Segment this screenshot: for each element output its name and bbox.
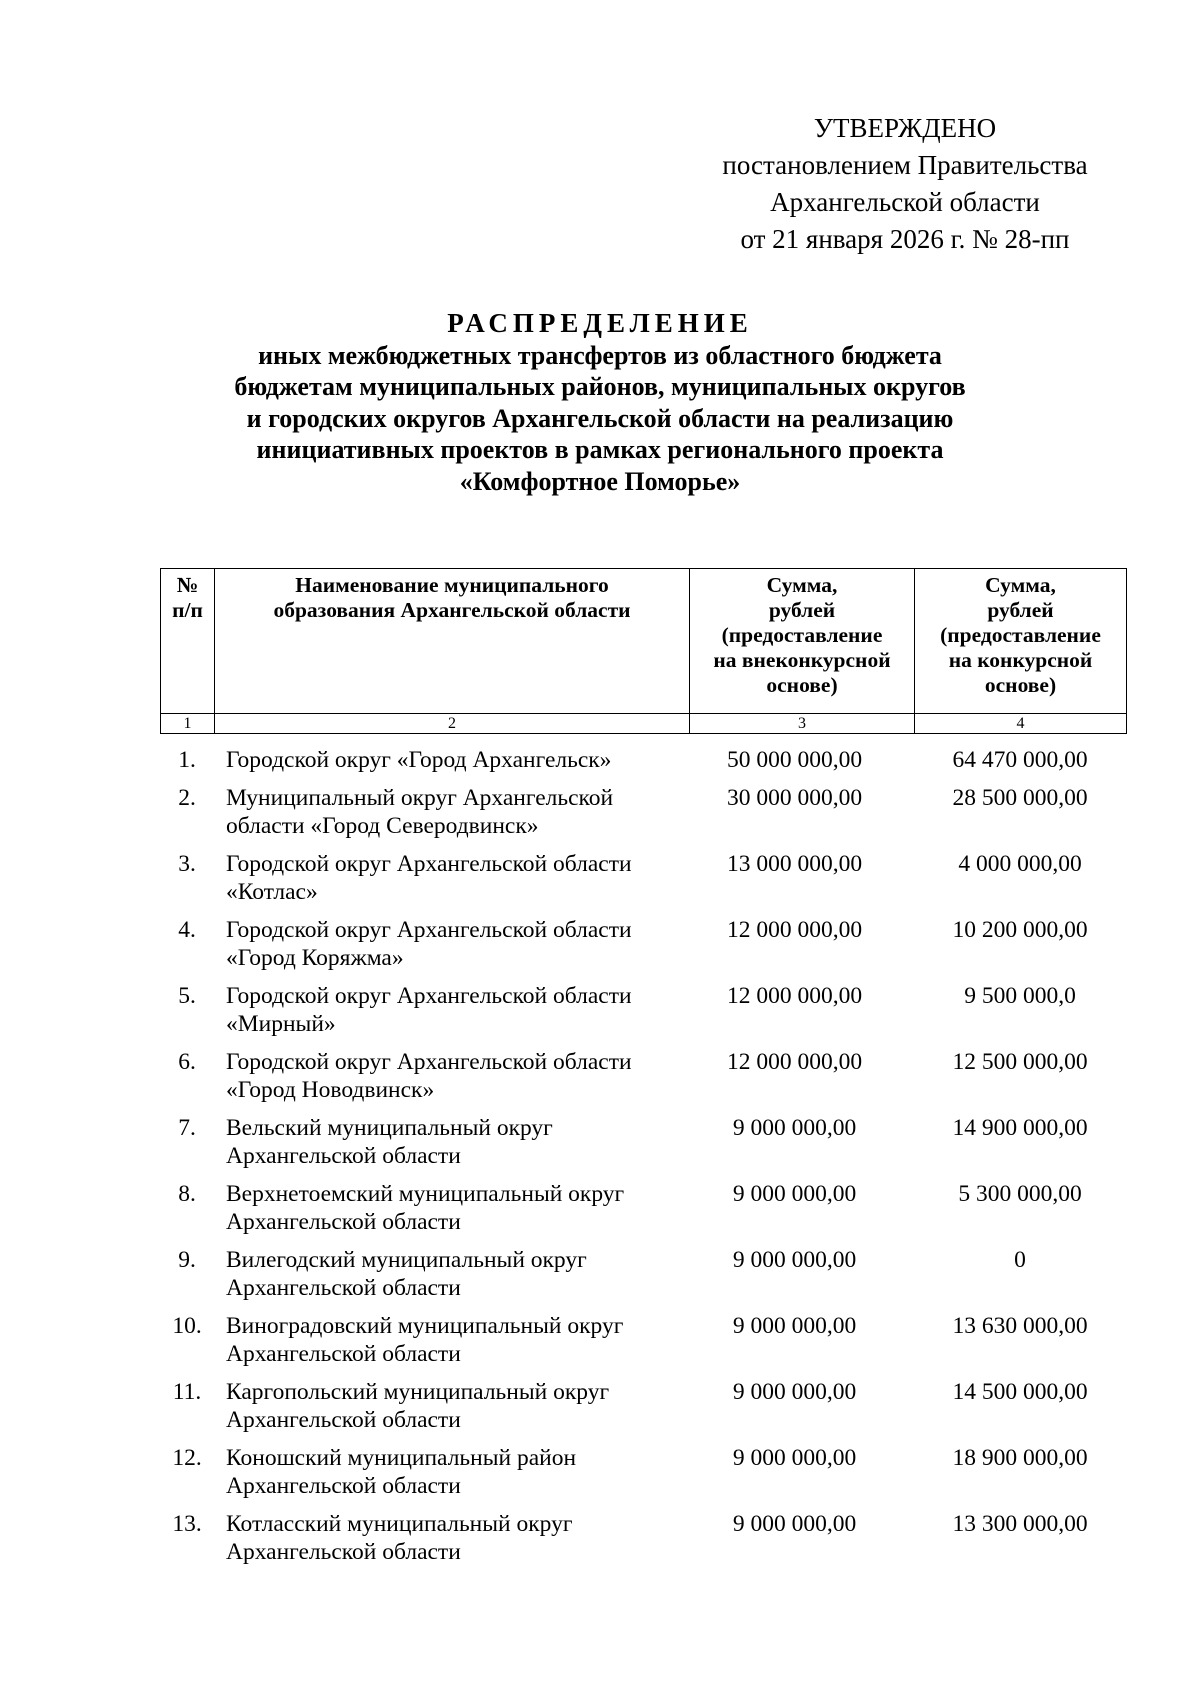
column-number: 2 <box>215 714 690 734</box>
approval-line: Архангельской области <box>770 187 1040 217</box>
sum-noncompetitive: 9 000 000,00 <box>732 1445 857 1471</box>
municipality-name-line: Архангельской области <box>226 1473 461 1499</box>
sum-competitive: 13 630 000,00 <box>952 1313 1088 1339</box>
municipality-name <box>214 982 689 1048</box>
municipality-name <box>214 916 689 982</box>
title-line: и городских округов Архангельской области на реализацию <box>246 403 954 433</box>
sum-competitive: 18 900 000,00 <box>952 1445 1088 1471</box>
row-number: 4. <box>178 917 196 943</box>
document-title <box>140 308 1060 497</box>
header-text: основе) <box>766 673 838 697</box>
municipality-name <box>214 746 689 784</box>
municipality-name-line: Виноградовский муниципальный округ <box>226 1313 624 1339</box>
row-number: 12. <box>172 1445 202 1471</box>
row-number: 1. <box>178 747 196 773</box>
table-row <box>160 746 1126 784</box>
sum-competitive: 5 300 000,00 <box>958 1181 1082 1207</box>
approval-line: постановлением Правительства <box>722 150 1088 180</box>
municipality-name-line: Архангельской области <box>226 1539 461 1565</box>
header-row <box>161 569 1127 714</box>
sum-noncompetitive: 50 000 000,00 <box>726 747 863 773</box>
municipality-name-line: Архангельской области <box>226 1341 461 1367</box>
sum-competitive: 0 <box>1014 1247 1026 1273</box>
municipality-name <box>214 1312 689 1378</box>
title-line: «Комфортное Поморье» <box>459 466 741 496</box>
header-text: (предоставление <box>721 623 883 647</box>
row-number: 9. <box>178 1247 196 1273</box>
table-row <box>160 982 1126 1048</box>
municipality-name-line: Вилегодский муниципальный округ <box>226 1247 587 1273</box>
row-number: 8. <box>178 1181 196 1207</box>
municipality-name <box>214 1180 689 1246</box>
municipality-name-line: Вельский муниципальный округ <box>226 1115 553 1141</box>
sum-competitive: 4 000 000,00 <box>958 851 1082 877</box>
municipality-name-line: «Мирный» <box>226 1011 336 1037</box>
row-number: 2. <box>178 785 196 811</box>
municipality-name-line: Архангельской области <box>226 1143 461 1169</box>
sum-noncompetitive: 9 000 000,00 <box>732 1181 857 1207</box>
approval-date: от 21 января 2026 г. № 28-пп <box>740 224 1070 254</box>
column-number: 1 <box>161 714 215 734</box>
municipality-name-line: Городской округ Архангельской области <box>226 917 632 943</box>
table-body <box>160 746 1126 1576</box>
municipality-name-line: Коношский муниципальный район <box>226 1445 577 1471</box>
table-row <box>160 1114 1126 1180</box>
sum-competitive: 12 500 000,00 <box>952 1049 1088 1075</box>
sum-noncompetitive: 12 000 000,00 <box>726 983 863 1009</box>
sum-competitive: 9 500 000,0 <box>964 983 1076 1009</box>
municipality-name <box>214 1246 689 1312</box>
header-text: рублей <box>987 598 1054 622</box>
header-text: Сумма, <box>985 573 1056 597</box>
sum-noncompetitive: 12 000 000,00 <box>726 917 863 943</box>
table-row <box>160 1180 1126 1246</box>
sum-competitive: 13 300 000,00 <box>952 1511 1088 1537</box>
sum-noncompetitive: 9 000 000,00 <box>732 1115 857 1141</box>
sum-noncompetitive: 13 000 000,00 <box>726 851 863 877</box>
municipality-name <box>214 1378 689 1444</box>
distribution-table <box>160 746 1126 1576</box>
header-text: на конкурсной <box>948 648 1093 672</box>
table-row <box>160 784 1126 850</box>
header-text: (предоставление <box>940 623 1101 647</box>
title-line: инициативных проектов в рамках регионального проекта <box>256 435 944 464</box>
header-text: п/п <box>172 598 203 622</box>
sum-competitive: 64 470 000,00 <box>952 747 1088 773</box>
municipality-name-line: Городской округ Архангельской области <box>226 851 632 877</box>
sum-noncompetitive: 9 000 000,00 <box>732 1511 857 1537</box>
table-row <box>160 1048 1126 1114</box>
row-number: 11. <box>172 1379 202 1405</box>
table-row <box>160 1378 1126 1444</box>
sum-competitive: 10 200 000,00 <box>952 917 1088 943</box>
municipality-name-line: Городской округ «Город Архангельск» <box>226 747 612 773</box>
table-row <box>160 916 1126 982</box>
municipality-name <box>214 850 689 916</box>
header-number <box>161 569 215 714</box>
header-text: основе) <box>984 673 1057 697</box>
municipality-name-line: Каргопольский муниципальный округ <box>226 1379 610 1405</box>
table-row <box>160 1444 1126 1510</box>
row-number: 6. <box>178 1049 196 1075</box>
sum-competitive: 14 900 000,00 <box>952 1115 1088 1141</box>
municipality-name <box>214 1444 689 1510</box>
table-header <box>160 568 1127 734</box>
header-sum-competitive <box>915 569 1127 714</box>
sum-competitive: 28 500 000,00 <box>952 785 1088 811</box>
column-number: 3 <box>690 714 915 734</box>
row-number: 10. <box>172 1313 202 1339</box>
approval-stamp: УТВЕРЖДЕНО <box>813 113 997 143</box>
municipality-name-line: «Город Коряжма» <box>226 945 404 971</box>
municipality-name <box>214 784 689 850</box>
municipality-name <box>214 1114 689 1180</box>
municipality-name-line: Муниципальный округ Архангельской <box>226 785 614 811</box>
row-number: 7. <box>178 1115 196 1141</box>
title-line: иных межбюджетных трансфертов из областного бюджета <box>258 340 942 370</box>
header-text: на внеконкурсной <box>713 648 891 672</box>
approval-block <box>700 110 1110 258</box>
municipality-name-line: Архангельской области <box>226 1407 461 1433</box>
column-number-row <box>161 714 1127 734</box>
sum-noncompetitive: 9 000 000,00 <box>732 1247 857 1273</box>
row-number: 5. <box>178 983 196 1009</box>
sum-noncompetitive: 9 000 000,00 <box>732 1379 857 1405</box>
sum-noncompetitive: 12 000 000,00 <box>726 1049 863 1075</box>
municipality-name-line: «Котлас» <box>226 879 318 905</box>
title-heading: РАСПРЕДЕЛЕНИЕ <box>447 308 753 338</box>
header-text: образования Архангельской области <box>273 598 631 622</box>
row-number: 13. <box>172 1511 202 1537</box>
municipality-name-line: Котласский муниципальный округ <box>226 1511 573 1537</box>
sum-competitive: 14 500 000,00 <box>952 1379 1088 1405</box>
table-row <box>160 1510 1126 1576</box>
municipality-name-line: Архангельской области <box>226 1275 461 1301</box>
sum-noncompetitive: 30 000 000,00 <box>726 785 863 811</box>
header-text: рублей <box>768 598 836 622</box>
municipality-name-line: Верхнетоемский муниципальный округ <box>226 1181 625 1207</box>
header-text: № <box>176 573 199 597</box>
header-text: Наименование муниципального <box>295 573 609 597</box>
municipality-name-line: Архангельской области <box>226 1209 461 1235</box>
municipality-name-line: Городской округ Архангельской области <box>226 1049 632 1075</box>
municipality-name-line: области «Город Северодвинск» <box>226 813 539 839</box>
column-number: 4 <box>915 714 1127 734</box>
header-sum-noncompetitive <box>690 569 915 714</box>
table-row <box>160 1312 1126 1378</box>
table-row <box>160 1246 1126 1312</box>
municipality-name-line: «Город Новодвинск» <box>226 1077 435 1103</box>
municipality-name <box>214 1048 689 1114</box>
header-text: Сумма, <box>766 573 838 597</box>
municipality-name <box>214 1510 689 1576</box>
municipality-name-line: Городской округ Архангельской области <box>226 983 632 1009</box>
sum-noncompetitive: 9 000 000,00 <box>732 1313 857 1339</box>
title-line: бюджетам муниципальных районов, муниципальных округов <box>234 372 966 401</box>
table-row <box>160 850 1126 916</box>
header-name <box>215 569 690 714</box>
row-number: 3. <box>178 851 196 877</box>
